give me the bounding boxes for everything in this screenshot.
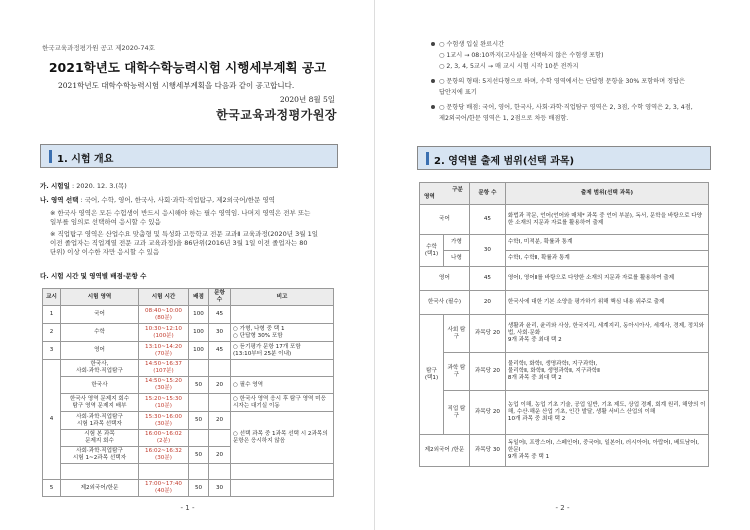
table-row xyxy=(43,377,334,394)
note-cell: ○ 가형, 나형 중 택 1 ○ 단답형 30% 포함 xyxy=(231,324,334,342)
time-cell: 16:00~16:02 (2분) xyxy=(139,430,189,447)
schedule-table xyxy=(42,288,334,497)
section-title: 1. 시험 개요 xyxy=(57,154,114,165)
area-cell: 영어 xyxy=(420,267,470,291)
scope-cell: 농업 이해, 농업 기초 기술, 공업 일반, 기초 제도, 상업 경제, 회계 원리, 해양의 이해, 수산·해운 산업 기초, 인간 발달, 생활 서비스 산업의 이해 10개 과목 중 최대 택 2 xyxy=(505,391,708,435)
table-row xyxy=(420,205,709,235)
time-cell: 14:50~16:37 (107분) xyxy=(139,360,189,377)
period-cell: 4 xyxy=(43,360,61,480)
section-bar-icon xyxy=(49,150,52,163)
score-cell xyxy=(189,360,209,377)
time-cell xyxy=(139,464,189,480)
score-cell: 50 xyxy=(189,480,209,497)
subject-cell: 한국사 영역 문제지 회수 탐구 영역 문제지 배부 xyxy=(61,394,139,412)
page-number: - 1 - xyxy=(180,504,195,512)
sub-cell: 직업 탐구 xyxy=(444,391,470,435)
bullet-icon xyxy=(431,105,435,109)
question-type-line: ○ 문항의 형태: 5지선다형으로 하며, 수학 영역에서는 단답형 문항을 30% 포함하며 정답은 xyxy=(431,77,685,86)
table-row xyxy=(420,435,709,467)
entry-time-1: ○ 1교시 → 08:10까지(고사실을 선택하지 않은 수험생 포함) xyxy=(439,52,604,59)
time-cell: 10:30~12:10 (100분) xyxy=(139,324,189,342)
exam-date-value: : 2020. 12. 3.(목) xyxy=(71,182,127,190)
items-cell: 20 xyxy=(469,291,505,315)
area-note-line: ※ 한국사 영역은 모든 수험생이 반드시 응시해야 하는 필수 영역임. 나머지 영역은 전부 또는 xyxy=(50,209,311,217)
area-notes xyxy=(50,209,350,257)
area-cell: 국어 xyxy=(420,205,470,235)
subject-cell: 국어 xyxy=(61,306,139,324)
items-cell: 20 xyxy=(209,447,231,464)
exam-date-line xyxy=(40,182,127,191)
subject-cell: 수학 xyxy=(61,324,139,342)
score-cell xyxy=(189,394,209,412)
bullet-icon xyxy=(431,79,435,83)
score-line: ○ 문항당 배점: 국어, 영어, 한국사, 사회·과학·직업탐구 영역은 2, 3점, 수학 영역은 2, 3, 4점, xyxy=(431,103,693,112)
col-time: 시험 시간 xyxy=(139,289,189,306)
scope-cell: 화법과 작문, 언어(언어와 매체* 과목 중 언어 부분), 독서, 문학을 바탕으로 다양한 소재의 지문과 자료를 활용하여 출제 xyxy=(505,205,708,235)
col-subject: 시험 영역 xyxy=(61,289,139,306)
table-row xyxy=(420,235,709,251)
note-cell xyxy=(231,464,334,480)
table-row xyxy=(420,391,709,435)
col-period: 교시 xyxy=(43,289,61,306)
table-row xyxy=(43,464,334,480)
items-cell xyxy=(209,360,231,377)
table-row xyxy=(43,324,334,342)
items-cell: 30 xyxy=(469,235,505,267)
items-cell: 30 xyxy=(209,324,231,342)
time-cell: 08:40~10:00 (80분) xyxy=(139,306,189,324)
items-cell: 45 xyxy=(209,342,231,360)
score-cell xyxy=(189,430,209,447)
section-header-1 xyxy=(40,144,338,168)
area-selection-label: 나. 영역 선택 xyxy=(40,196,79,204)
time-cell: 14:50~15:20 (30분) xyxy=(139,377,189,394)
table-row xyxy=(43,342,334,360)
bullet-icon xyxy=(431,42,435,46)
note-cell: ○ 필수 영역 xyxy=(231,377,334,394)
area-cell: 제2외국어 /한문 xyxy=(420,435,470,467)
exam-date-label: 가. 시험일 xyxy=(40,182,70,190)
items-cell: 과목당 20 xyxy=(469,353,505,391)
subject-cell: 사회·과학·직업탐구 시험 1~2과목 선택자 xyxy=(61,447,139,464)
col-score: 배점 xyxy=(189,289,209,306)
entry-time-line: ○ 수험생 입실 완료시간 xyxy=(431,40,504,49)
note-cell xyxy=(231,360,334,377)
sub-cell: 사회 탐구 xyxy=(444,315,470,353)
score-cell: 50 xyxy=(189,377,209,394)
schedule-header-row xyxy=(43,289,334,306)
table-row xyxy=(420,315,709,353)
items-cell: 30 xyxy=(209,480,231,497)
items-cell: 과목당 20 xyxy=(469,315,505,353)
col-items: 문항 수 xyxy=(209,289,231,306)
items-cell: 45 xyxy=(469,267,505,291)
document-title: 2021학년도 대학수학능력시험 시행세부계획 공고 xyxy=(48,60,327,75)
page-2 xyxy=(375,0,750,530)
table-row xyxy=(420,267,709,291)
scope-cell: 영어Ⅰ, 영어Ⅱ를 바탕으로 다양한 소재의 지문과 자료를 활용하여 출제 xyxy=(505,267,708,291)
score-cell: 100 xyxy=(189,306,209,324)
time-cell: 15:20~15:30 (10분) xyxy=(139,394,189,412)
area-selection-value: : 국어, 수학, 영어, 한국사, 사회·과학·직업탐구, 제2외국어/한문 영역 xyxy=(80,196,275,204)
time-cell: 15:30~16:00 (30분) xyxy=(139,412,189,430)
table-row xyxy=(420,291,709,315)
scope-cell: 생활과 윤리, 윤리와 사상, 한국지리, 세계지리, 동아시아사, 세계사, 경제, 정치와 법, 사회·문화 9개 과목 중 최대 택 2 xyxy=(505,315,708,353)
area-cell: 탐구 (택1) xyxy=(420,315,444,435)
area-note-line: ※ 직업탐구 영역은 산업수요 맞춤형 및 특성화 고등학교 전문 교과Ⅱ 교육과정(2020년 3월 1일 xyxy=(50,230,318,238)
time-cell: 13:10~14:20 (70분) xyxy=(139,342,189,360)
score-cell: 100 xyxy=(189,342,209,360)
sub-cell: 과학 탐구 xyxy=(444,353,470,391)
range-header-row xyxy=(420,183,709,205)
items-cell xyxy=(209,394,231,412)
subject-cell: 한국사 xyxy=(61,377,139,394)
note-cell: ○ 듣기평가 문항 17개 포함 (13:10부터 25분 이내) xyxy=(231,342,334,360)
subject-cell: 시험 본 과목 문제지 회수 xyxy=(61,430,139,447)
table-row xyxy=(43,360,334,377)
page-number: - 2 - xyxy=(555,504,570,512)
organization-name: 한국교육과정평가원장 xyxy=(216,108,337,122)
subject-cell: 사회·과학·직업탐구 시험 1과목 선택자 xyxy=(61,412,139,430)
score-cont: 제2외국어/한문 영역은 1, 2점으로 차등 배점함. xyxy=(439,115,569,122)
score-cell: 50 xyxy=(189,412,209,430)
period-cell: 1 xyxy=(43,306,61,324)
time-cell: 17:00~17:40 (40분) xyxy=(139,480,189,497)
items-cell: 과목당 30 xyxy=(469,435,505,467)
area-note-line: 단위) 이상 이수한 자만 응시할 수 있음 xyxy=(50,248,160,256)
intro-text: 2021학년도 대학수학능력시험 시행세부계획을 다음과 같이 공고합니다. xyxy=(58,81,295,90)
col-scope: 출제 범위(선택 과목) xyxy=(505,183,708,205)
col-items: 문항 수 xyxy=(469,183,505,205)
scope-cell: 수학Ⅰ, 수학Ⅱ, 확률과 통계 xyxy=(505,251,708,267)
score-cell xyxy=(189,464,209,480)
note-cell: ○ 선택 과목 중 1과목 선택 시 2과목의 문항은 응시하지 않음 xyxy=(231,412,334,464)
table-row xyxy=(43,306,334,324)
announcement-date: 2020년 8월 5일 xyxy=(279,95,335,104)
notice-number: 한국교육과정평가원 공고 제2020-74호 xyxy=(42,44,155,52)
table-row xyxy=(420,251,709,267)
table-row xyxy=(420,353,709,391)
area-cell: 수학 (택1) xyxy=(420,235,444,267)
table-row xyxy=(43,480,334,497)
scope-cell: 물리학Ⅰ, 화학Ⅰ, 생명과학Ⅰ, 지구과학Ⅰ, 물리학Ⅱ, 화학Ⅱ, 생명과학Ⅱ, 지구과학Ⅱ 8개 과목 중 최대 택 2 xyxy=(505,353,708,391)
items-cell: 45 xyxy=(469,205,505,235)
area-selection-line xyxy=(40,196,275,205)
period-cell: 2 xyxy=(43,324,61,342)
note-cell xyxy=(231,480,334,497)
items-cell: 45 xyxy=(209,306,231,324)
section-title: 2. 영역별 출제 범위(선택 과목) xyxy=(434,156,575,167)
items-cell: 20 xyxy=(209,412,231,430)
sub-cell: 가형 xyxy=(444,235,470,251)
items-cell xyxy=(209,464,231,480)
section-header-2 xyxy=(417,146,711,170)
col-note: 비고 xyxy=(231,289,334,306)
score-cell: 100 xyxy=(189,324,209,342)
scope-cell: 독일어Ⅰ, 프랑스어Ⅰ, 스페인어Ⅰ, 중국어Ⅰ, 일본어Ⅰ, 러시아어Ⅰ, 아랍어Ⅰ, 베트남어Ⅰ, 한문Ⅰ 9개 과목 중 택 1 xyxy=(505,435,708,467)
score-cell: 50 xyxy=(189,447,209,464)
note-cell xyxy=(231,306,334,324)
area-note-line: 일부를 임의로 선택하여 응시할 수 있음 xyxy=(50,218,161,226)
items-cell: 20 xyxy=(209,377,231,394)
subject-cell: 한국사, 사회·과학·직업탐구 xyxy=(61,360,139,377)
sub-cell: 나형 xyxy=(444,251,470,267)
area-cell: 한국사 (필수) xyxy=(420,291,470,315)
question-type-cont: 답안지에 표기 xyxy=(439,89,477,96)
table-row xyxy=(43,412,334,430)
subject-cell xyxy=(61,464,139,480)
scope-cell: 수학Ⅰ, 미적분, 확률과 통계 xyxy=(505,235,708,251)
schedule-heading: 다. 시험 시간 및 영역별 배점·문항 수 xyxy=(40,272,147,280)
items-cell xyxy=(209,430,231,447)
area-note-line: 이전 졸업자는 직업계열 전문 교과 교육과정)을 86단위(2016년 3월 1일 이전 졸업자는 80 xyxy=(50,239,308,247)
period-cell: 3 xyxy=(43,342,61,360)
note-cell: ○ 한국사 영역 응시 후 탐구 영역 미응시자는 대기실 이동 xyxy=(231,394,334,412)
range-table xyxy=(419,182,709,467)
section-bar-icon xyxy=(426,152,429,165)
time-cell: 16:02~16:32 (30분) xyxy=(139,447,189,464)
entry-time-2: ○ 2, 3, 4, 5교시 → 매 교시 시험 시작 10분 전까지 xyxy=(439,63,579,70)
items-cell: 과목당 20 xyxy=(469,391,505,435)
subject-cell: 제2외국어/한문 xyxy=(61,480,139,497)
subject-cell: 영어 xyxy=(61,342,139,360)
table-row xyxy=(43,394,334,412)
scope-cell: 한국사에 대한 기본 소양을 평가하기 위해 핵심 내용 위주로 출제 xyxy=(505,291,708,315)
period-cell: 5 xyxy=(43,480,61,497)
corner-header: 구분 영역 xyxy=(420,183,470,205)
